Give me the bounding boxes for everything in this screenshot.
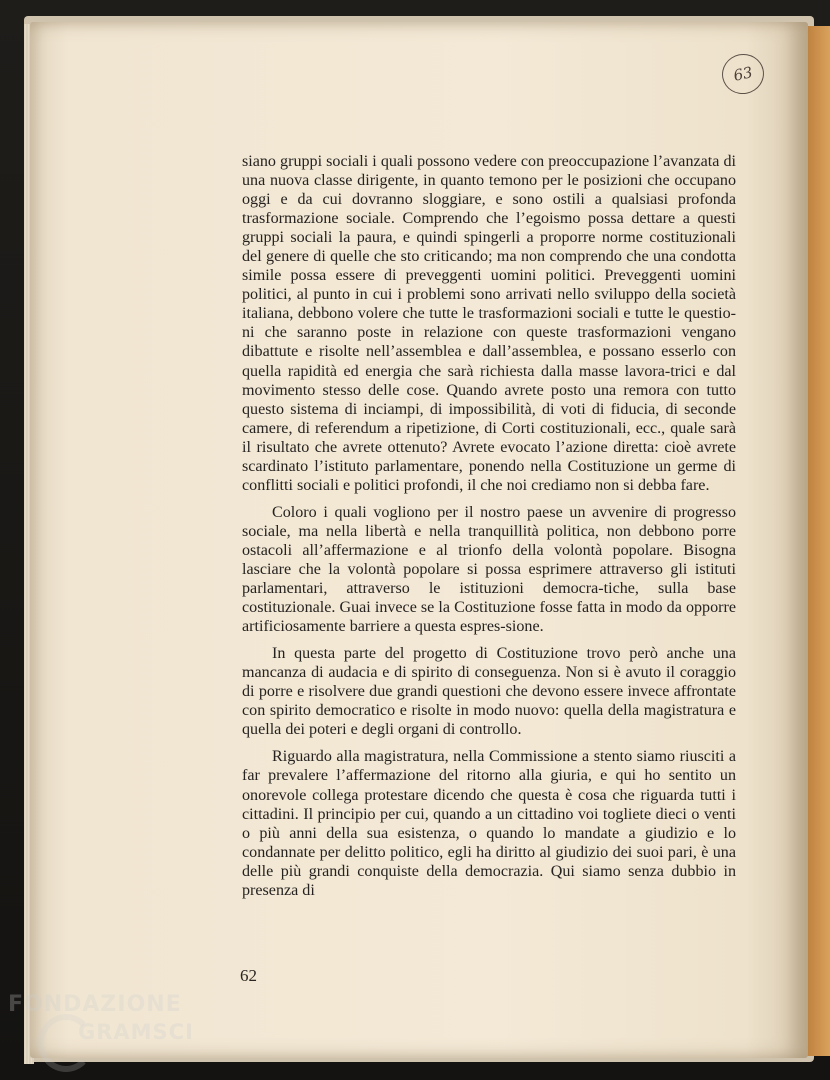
archive-watermark (4, 990, 224, 1070)
paragraph-4: Riguardo alla magistratura, nella Commissione a stento siamo riusciti a far prevalere l’affermazione del ritorno alla giuria, e qui ho sentito un onorevole collega protestare dicendo che questa è cosa che riguarda tutti i cittadini. Il principio per cui, quando a un cittadino voi togliete dieci o venti o più anni della sua esistenza, o quando lo mandate a giudizio e lo condannate per delitto politico, egli ha diritto al giudizio dei suoi pari, è una delle più grandi conquiste della democrazia. Qui siamo senza dubbio in presenza di (242, 748, 736, 899)
paragraph-1: siano gruppi sociali i quali possono vedere con preoccupazione l’avanzata di una nuova classe dirigente, in quanto temono per le posizioni che occupano oggi e da cui dovranno sloggiare, e sono ostili a qualsiasi profonda trasformazione sociale. Comprendo che l’egoismo possa dettare a questi gruppi sociali la paura, e quindi spingerli a proporre norme costituzionali del genere di quelle che sto criticando; ma non comprendo che una condotta simile possa essere di preveggenti uomini politici. Preveggenti uomini politici, al punto in cui i problemi sono arrivati nello sviluppo della società italiana, debbono volere che tutte le trasformazioni sociali e tutte le questio-ni che saranno poste in relazione con queste trasformazioni vengano dibattute e risolte nell’assemblea e dall’assemblea, e possano esserlo con quella rapidità ed energia che sarà richiesta dalla masse lavora-trici e dal movimento stesso delle cose. Quando avrete posto una remora con tutto questo sistema di inciampi, di impossibilità, di voti di fiducia, di seconde camere, di referendum a ripetizione, di Corti costituzionali, ecc., quale sarà il risultato che avrete ottenuto? Avrete evocato l’azione diretta: cioè avrete scardinato l’istituto parlamentare, ponendo nella Costituzione un germe di conflitti sociali e politici profondi, il che noi crediamo non si debba fare. (242, 153, 736, 494)
watermark-line-2: GRAMSCI (78, 1020, 194, 1044)
body-text (242, 152, 736, 908)
paragraph-3: In questa parte del progetto di Costituzione trovo però anche una mancanza di audacia e di spirito di conseguenza. Non si è avuto il coraggio di porre e risolvere due grandi questioni che devono essere invece affrontate con spirito democratico e risolte in modo nuovo: quella della magistratura e quella dei poteri e degli organi di controllo. (242, 645, 736, 739)
handwritten-folio-mark: 63 (718, 50, 767, 98)
page-number: 62 (240, 966, 257, 985)
watermark-line-1: FONDAZIONE (8, 992, 182, 1017)
paragraph-2: Coloro i quali vogliono per il nostro paese un avvenire di progresso sociale, ma nella libertà e nella tranquillità politica, non debbono porre ostacoli all’affermazione e al trionfo della volontà popolare. Bisogna lasciare che la volontà popolare si possa esprimere attraverso gli istituti parlamentari, attraverso le istituzioni democra-tiche, sulla base costituzionale. Guai invece se la Costituzione fosse fatta in modo da opporre artificiosamente barriere a questa espres-sione. (242, 503, 736, 636)
